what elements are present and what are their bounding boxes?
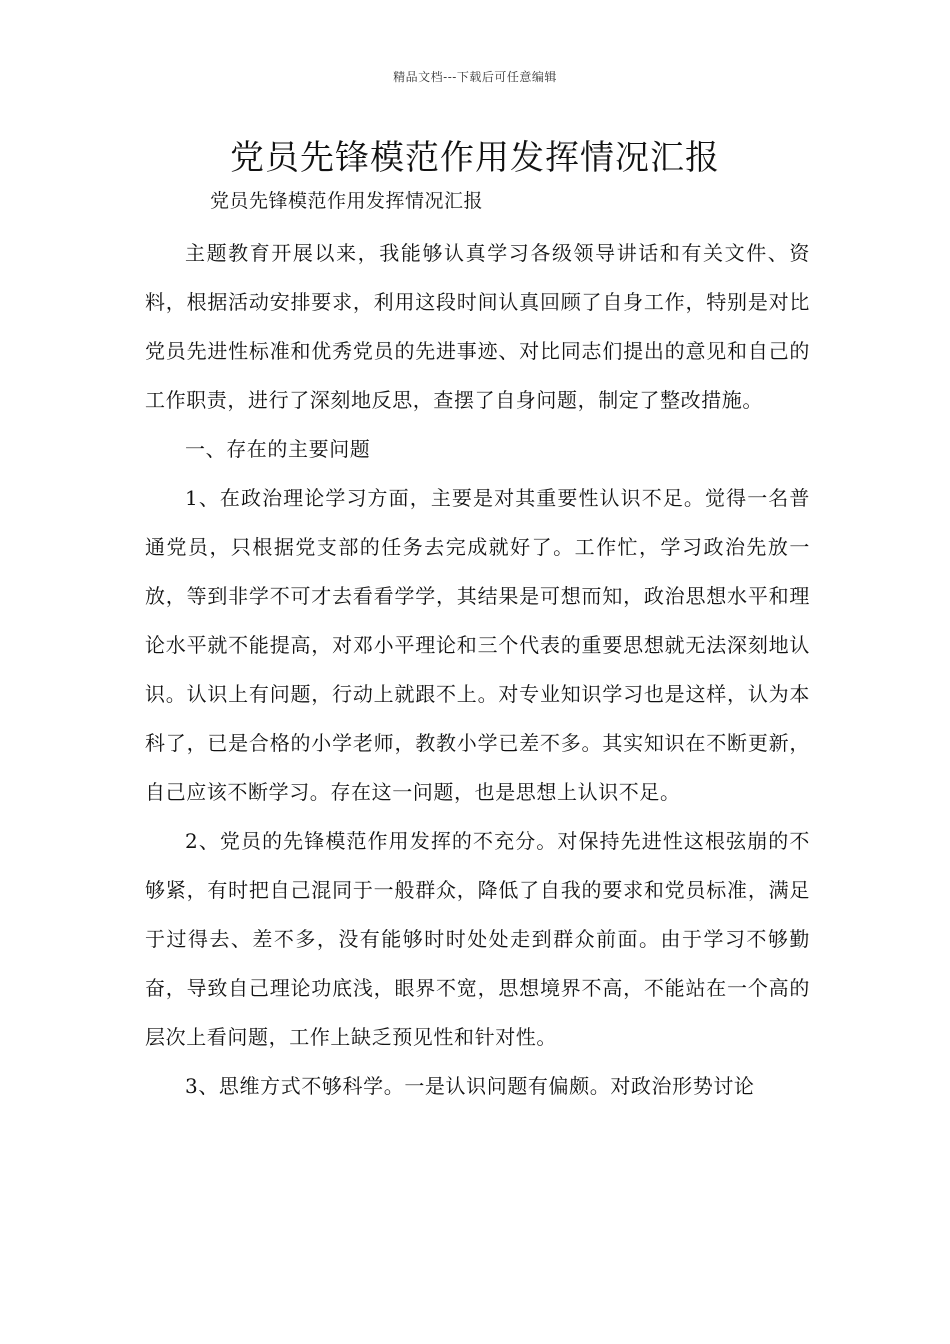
paragraph-intro: 主题教育开展以来，我能够认真学习各级领导讲话和有关文件、资料，根据活动安排要求，利用这段时间认真回顾了自身工作，特别是对比党员先进性标准和优秀党员的先进事迹、对比同志们提出的意见和自己的工作职责，进行了深刻地反思，查摆了自身问题，制定了整改措施。 xyxy=(145,241,810,412)
paragraph-item-3: 3、思维方式不够科学。一是认识问题有偏颇。对政治形势讨论 xyxy=(185,1074,755,1098)
header-note: 精品文档---下载后可任意编辑 xyxy=(393,70,557,84)
document-subtitle: 党员先锋模范作用发挥情况汇报 xyxy=(210,190,484,212)
document-body xyxy=(145,229,810,1111)
document-title: 党员先锋模范作用发挥情况汇报 xyxy=(230,138,720,178)
paragraph-item-2: 2、党员的先锋模范作用发挥的不充分。对保持先进性这根弦崩的不够紧，有时把自己混同于一般群众，降低了自我的要求和党员标准，满足于过得去、差不多，没有能够时时处处走到群众前面。由于学习不够勤奋，导致自己理论功底浅，眼界不宽，思想境界不高，不能站在一个高的层次上看问题，工作上缺乏预见性和针对性。 xyxy=(145,829,810,1049)
section-heading: 一、存在的主要问题 xyxy=(185,437,371,461)
paragraph-item-1: 1、在政治理论学习方面，主要是对其重要性认识不足。觉得一名普通党员，只根据党支部的任务去完成就好了。工作忙，学习政治先放一放，等到非学不可才去看看学学，其结果是可想而知，政治思想水平和理论水平就不能提高，对邓小平理论和三个代表的重要思想就无法深刻地认识。认识上有问题，行动上就跟不上。对专业知识学习也是这样，认为本科了，已是合格的小学老师，教教小学已差不多。其实知识在不断更新，自己应该不断学习。存在这一问题，也是思想上认识不足。 xyxy=(145,486,810,804)
